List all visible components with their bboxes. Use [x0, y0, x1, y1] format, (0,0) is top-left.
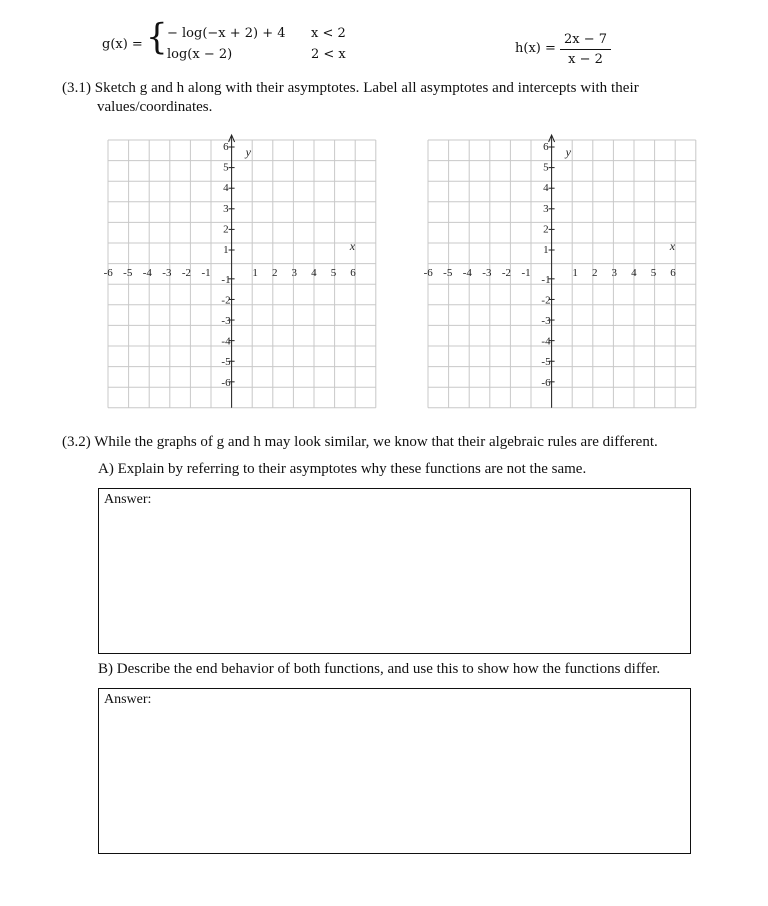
x-tick-label: -3 — [162, 266, 172, 279]
y-tick-label: 4 — [223, 182, 229, 195]
x-tick-label: 3 — [611, 266, 618, 279]
y-tick-label: 3 — [543, 202, 549, 215]
y-tick-label: -1 — [221, 273, 231, 286]
x-tick-label: -6 — [423, 266, 433, 279]
x-axis-label: x — [669, 238, 676, 253]
x-tick-label: -4 — [462, 266, 472, 279]
y-tick-label: -4 — [541, 335, 551, 348]
y-axis-label: y — [245, 145, 251, 159]
x-tick-label: 2 — [271, 266, 278, 279]
x-tick-label: -4 — [142, 266, 152, 279]
y-tick-label: -1 — [541, 273, 551, 286]
q31-text-line1: (3.1) Sketch g and h along with their asymptotes. Label all asymptotes and intercepts with their — [62, 80, 639, 96]
y-tick-label: 4 — [543, 182, 549, 195]
answer-box-a[interactable] — [98, 488, 691, 654]
y-tick-label: -2 — [221, 294, 231, 307]
x-tick-label: 4 — [631, 266, 637, 279]
q32-intro: (3.2) While the graphs of g and h may look similar, we know that their algebraic rules are different. — [62, 434, 658, 450]
y-tick-label: -4 — [221, 335, 231, 348]
y-tick-label: 3 — [223, 202, 229, 215]
y-tick-label: -3 — [541, 315, 551, 328]
x-tick-label: 3 — [291, 266, 298, 279]
q32-part-b: B) Describe the end behavior of both functions, and use this to show how the functions differ. — [98, 661, 661, 677]
g-piece-1-expr: − log(−x + 2) + 4 — [167, 26, 286, 41]
g-piece-2-expr: log(x − 2) — [167, 47, 233, 62]
coordinate-grid-h[interactable] — [410, 130, 710, 420]
y-tick-label: -5 — [221, 356, 231, 369]
h-numerator: 2x − 7 — [560, 32, 611, 50]
y-tick-label: 1 — [223, 244, 229, 256]
g-piece-1-cond: x < 2 — [311, 26, 346, 41]
y-tick-label: -2 — [541, 294, 551, 307]
x-tick-label: -1 — [521, 266, 531, 279]
y-tick-label: 5 — [543, 161, 549, 174]
q32-part-a: A) Explain by referring to their asymptotes why these functions are not the same. — [98, 461, 587, 477]
y-tick-label: 2 — [543, 223, 549, 236]
x-tick-label: -3 — [482, 266, 492, 279]
q31-text-line2: values/coordinates. — [97, 99, 213, 115]
x-tick-label: -5 — [123, 266, 133, 279]
h-fraction — [560, 32, 611, 67]
y-tick-label: 1 — [543, 244, 549, 256]
g-piece-2-cond: 2 < x — [311, 47, 346, 62]
h-function-name: h(x) = — [515, 41, 556, 56]
x-tick-label: 5 — [650, 266, 657, 279]
x-tick-label: 1 — [572, 266, 578, 279]
coordinate-grid-g[interactable] — [90, 130, 390, 420]
answer-box-b[interactable] — [98, 688, 691, 854]
h-denominator: x − 2 — [568, 52, 603, 67]
x-axis-label: x — [349, 238, 356, 253]
x-tick-label: -5 — [443, 266, 453, 279]
y-tick-label: 6 — [223, 141, 229, 153]
y-tick-label: 2 — [223, 223, 229, 236]
x-tick-label: -1 — [201, 266, 211, 279]
y-tick-label: -5 — [541, 356, 551, 369]
g-brace: { — [146, 16, 168, 59]
y-tick-label: 6 — [543, 141, 549, 153]
g-function-name: g(x) = — [102, 37, 143, 52]
x-tick-label: 5 — [330, 266, 337, 279]
x-tick-label: -2 — [181, 266, 192, 279]
x-tick-label: -6 — [103, 266, 113, 279]
answer-label-a: Answer: — [104, 492, 152, 507]
answer-label-b: Answer: — [104, 692, 152, 707]
y-tick-label: -6 — [221, 376, 231, 389]
y-tick-label: -3 — [221, 315, 231, 328]
x-tick-label: -2 — [501, 266, 512, 279]
y-axis-label: y — [565, 145, 571, 159]
x-tick-label: 6 — [350, 266, 356, 279]
x-tick-label: 4 — [311, 266, 317, 279]
x-tick-label: 6 — [670, 266, 676, 279]
x-tick-label: 1 — [252, 266, 258, 279]
y-tick-label: -6 — [541, 376, 551, 389]
x-tick-label: 2 — [591, 266, 598, 279]
y-tick-label: 5 — [223, 161, 229, 174]
